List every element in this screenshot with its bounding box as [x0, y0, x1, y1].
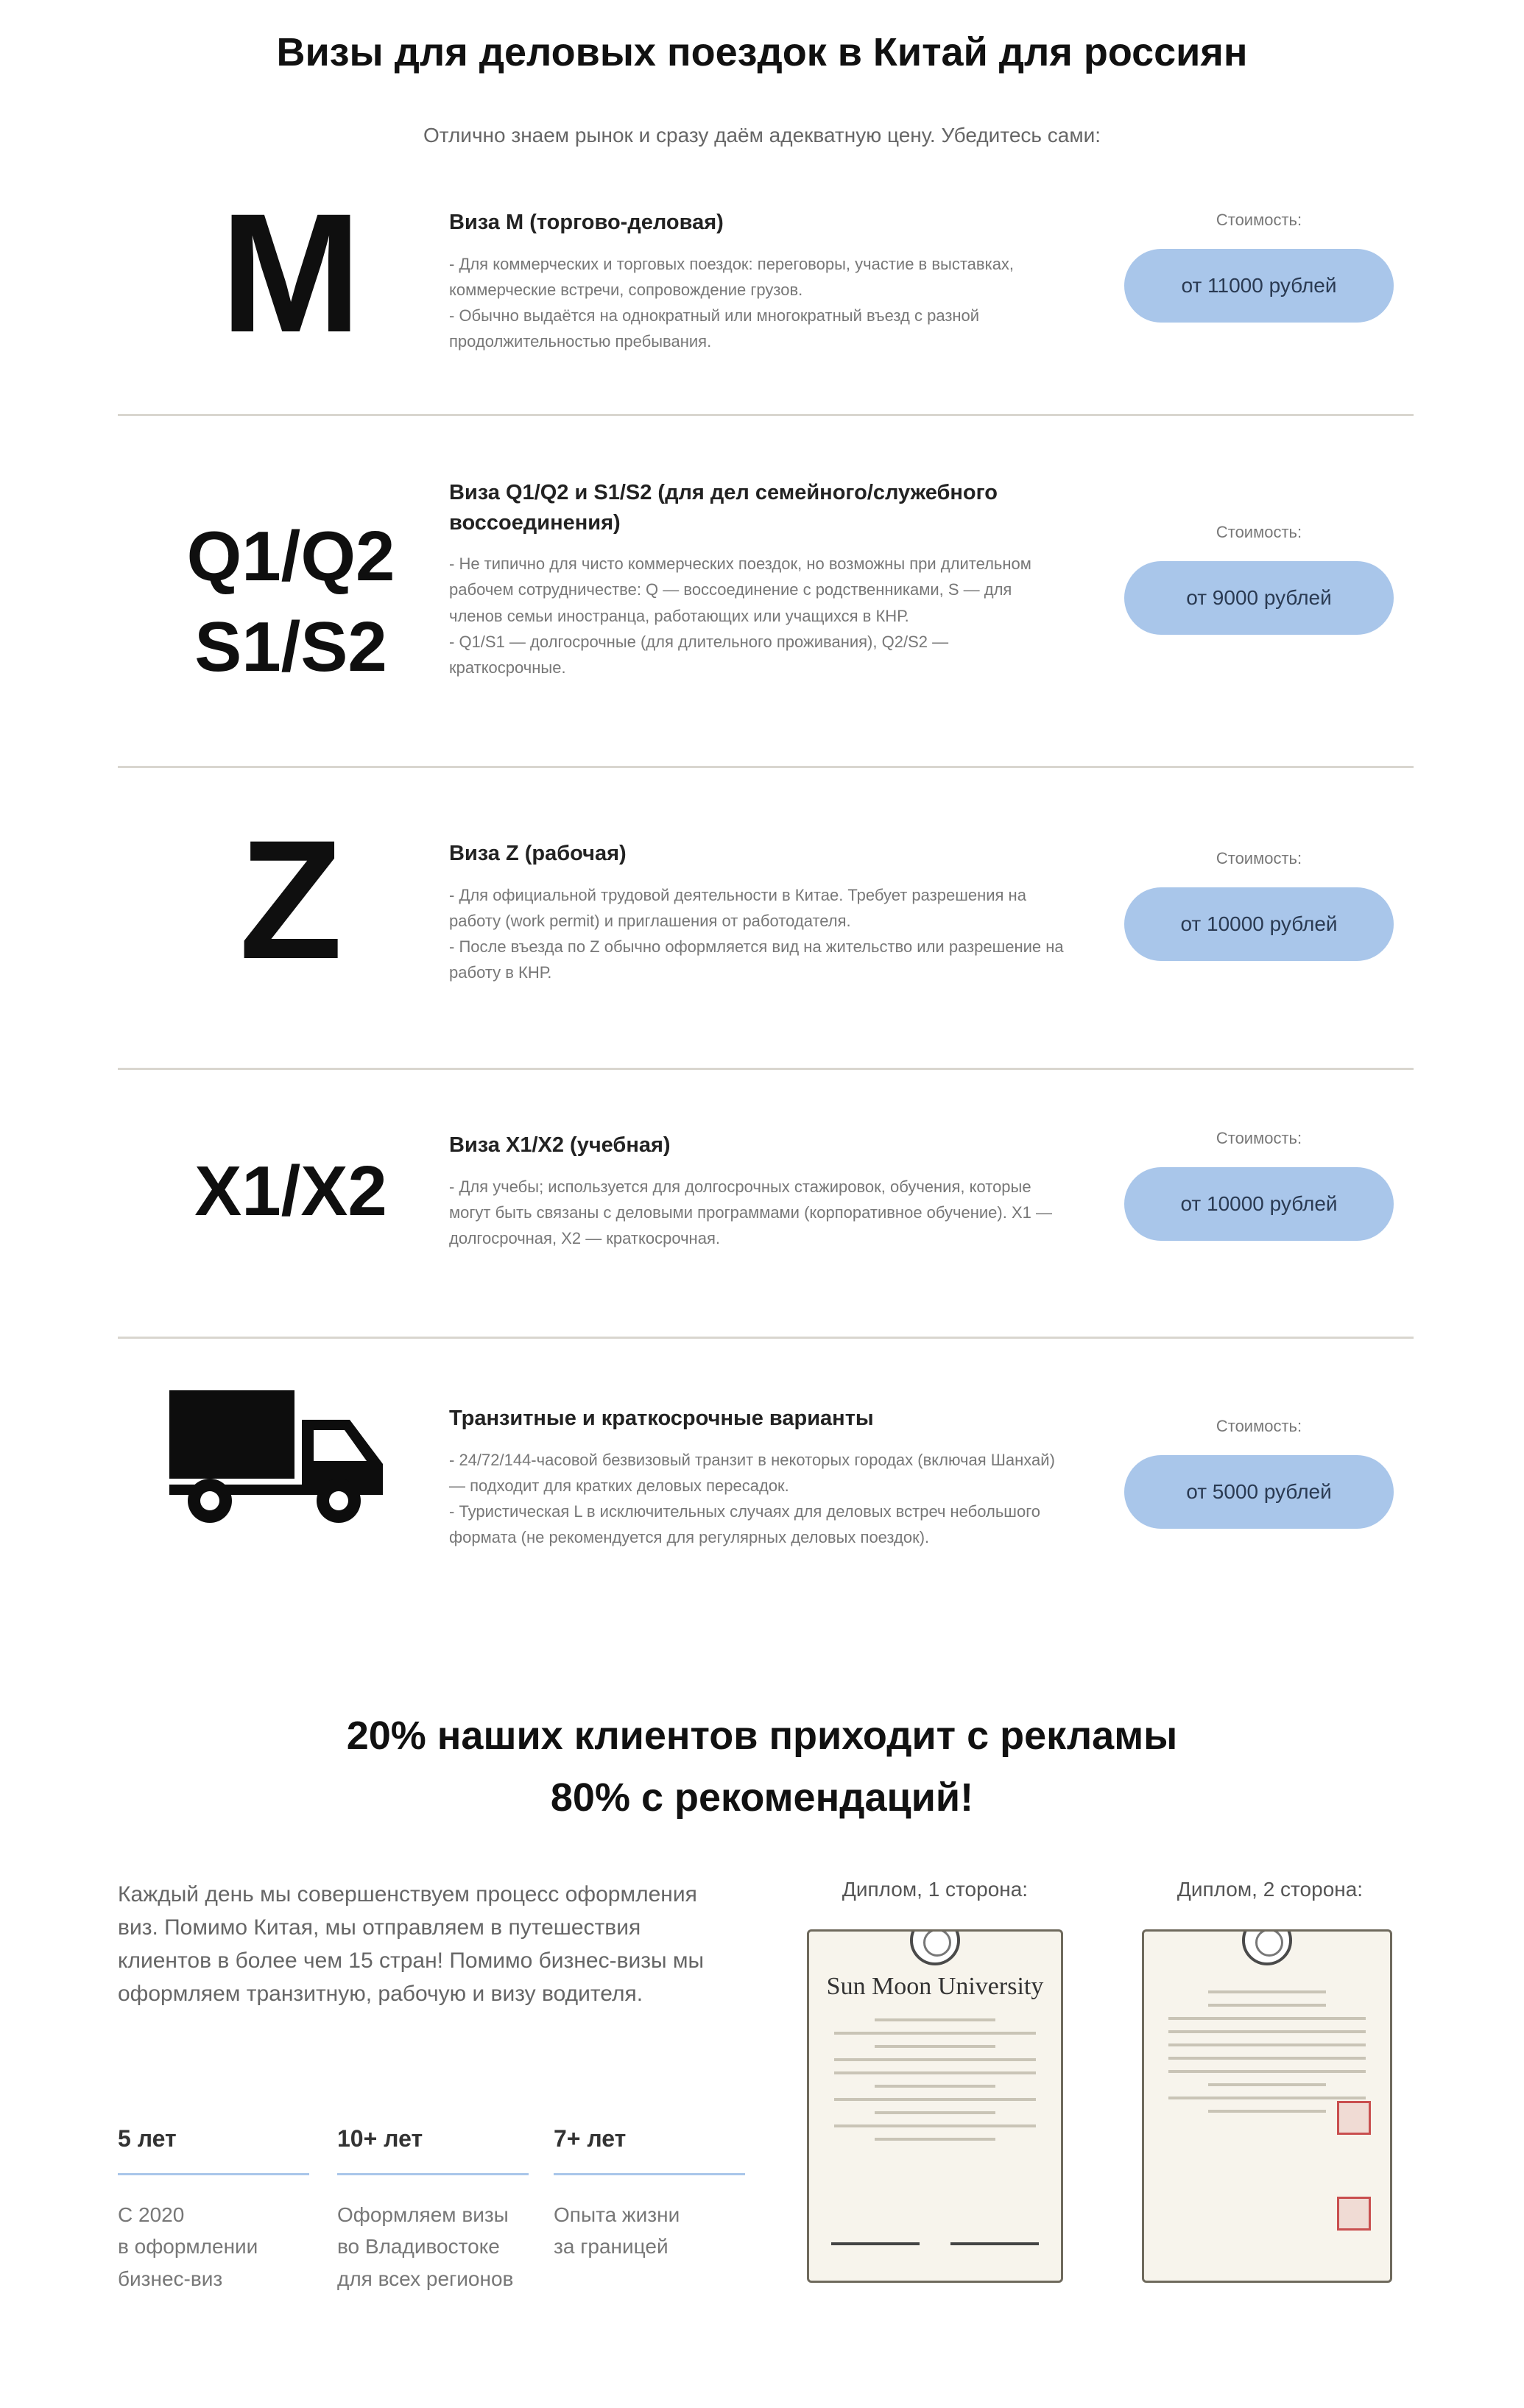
stat-caption: С 2020 в оформлении бизнес-виз — [118, 2203, 258, 2290]
visa-name: Транзитные и краткосрочные варианты — [449, 1407, 874, 1430]
diploma-university: Sun Moon University — [826, 1973, 1044, 2000]
stat-caption: Оформляем визы во Владивостоке для всех регионов — [337, 2203, 514, 2290]
visa-description: - 24/72/144-часовой безвизовый транзит в некоторых городах (включая Шанхай) — подходит для кратких деловых пересадок. - Туристическая L в исключительных случаях для деловых встреч небольшого формата (не рекомендуется для регулярных деловых поездок). — [449, 1450, 1055, 1547]
diploma-image[interactable] — [1142, 1929, 1392, 2283]
visa-name: Виза Z (рабочая) — [449, 842, 627, 865]
price-box — [1119, 1129, 1399, 1241]
visa-body — [449, 839, 1068, 985]
page-subtitle: Отлично знаем рынок и сразу даём адекватную цену. Убедитесь сами: — [423, 124, 1101, 147]
stats-title — [0, 1705, 1524, 1828]
visa-row-q-s — [118, 416, 1414, 768]
price-box — [1119, 211, 1399, 323]
visa-description: - Для учебы; используется для долгосрочных стажировок, обучения, которые могут быть связаны с деловыми программами (корпоративное обучение). X1 — долгосрочная, X2 — краткосрочная. — [449, 1177, 1052, 1247]
price-label: Стоимость: — [1216, 1417, 1302, 1435]
signature-icon — [950, 2242, 1039, 2245]
stat-divider — [554, 2173, 745, 2175]
diploma-text-lines — [834, 2018, 1036, 2141]
signature-icon — [831, 2242, 920, 2245]
diploma-label: Диплом, 1 сторона: — [842, 1878, 1029, 1901]
stat-years — [118, 2125, 317, 2295]
visa-row-m — [118, 162, 1414, 416]
stat-divider — [118, 2173, 309, 2175]
stat-divider — [337, 2173, 529, 2175]
price-button[interactable]: от 10000 рублей — [1124, 887, 1394, 961]
visa-body — [449, 208, 1068, 354]
price-button[interactable]: от 11000 рублей — [1124, 249, 1394, 323]
page-title: Визы для деловых поездок в Китай для россиян — [276, 30, 1248, 74]
visa-name: Виза X1/X2 (учебная) — [449, 1133, 671, 1157]
price-box — [1119, 849, 1399, 961]
price-box — [1119, 523, 1399, 635]
visa-code: Z — [239, 805, 343, 994]
visa-description: - Для коммерческих и торговых поездок: переговоры, участие в выставках, коммерческие встречи, сопровождение грузов. - Обычно выдаётся на однократный или многократный въезд с разной продолжительностью пребывания. — [449, 254, 1015, 351]
stat-caption: Опыта жизни за границей — [554, 2203, 680, 2259]
visa-body — [449, 1130, 1068, 1251]
stats-title-line-2: 80% с рекомендаций! — [550, 1775, 974, 1820]
stats-title-line-1: 20% наших клиентов приходит с рекламы — [346, 1714, 1178, 1758]
university-seal-icon — [910, 1929, 960, 1965]
price-button[interactable]: от 5000 рублей — [1124, 1455, 1394, 1529]
price-label: Стоимость: — [1216, 211, 1302, 229]
stat-vladivostok — [337, 2125, 536, 2295]
diploma-side-2 — [1137, 1878, 1403, 2283]
diploma-image[interactable] — [807, 1929, 1063, 2283]
price-label: Стоимость: — [1216, 523, 1302, 541]
visa-name: Виза Q1/Q2 и S1/S2 (для дел семейного/служебного воссоединения) — [449, 481, 998, 535]
price-label: Стоимость: — [1216, 849, 1302, 867]
visa-body — [449, 1404, 1068, 1550]
about-text: Каждый день мы совершенствуем процесс оформления виз. Помимо Китая, мы отправляем в путешествия клиентов в более чем 15 стран! Помимо бизнес-визы мы оформляем транзитную, рабочую и визу водителя. — [118, 1882, 705, 2006]
stat-abroad — [554, 2125, 752, 2263]
red-stamp-icon — [1337, 2197, 1371, 2231]
price-label: Стоимость: — [1216, 1129, 1302, 1147]
truck-icon — [169, 1383, 390, 1530]
price-button[interactable]: от 10000 рублей — [1124, 1167, 1394, 1241]
visa-row-z — [118, 768, 1414, 1070]
visa-description: - Не типично для чисто коммерческих поездок, но возможны при длительном рабочем сотрудничестве: Q — воссоединение с родственниками, S — для членов семьи иностранца, работающих или учащихся в КНР. - Q1/S1 — долгосрочные (для длительного проживания), Q2/S2 — краткосрочные. — [449, 555, 1031, 677]
university-seal-icon — [1242, 1929, 1292, 1965]
visa-name: Виза M (торгово-деловая) — [449, 211, 724, 234]
visa-row-x — [118, 1070, 1414, 1339]
visa-description: - Для официальной трудовой деятельности в Китае. Требует разрешения на работу (work permit) и приглашения от работодателя. - После въезда по Z обычно оформляется вид на жительство или разрешение на работу в КНР. — [449, 885, 1064, 982]
price-button[interactable]: от 9000 рублей — [1124, 561, 1394, 635]
price-box — [1119, 1417, 1399, 1529]
visa-row-transit — [118, 1339, 1414, 1619]
visa-code: Q1/Q2 S1/S2 — [186, 517, 395, 686]
diploma-label: Диплом, 2 сторона: — [1176, 1878, 1364, 1901]
stat-value: 10+ лет — [337, 2125, 423, 2152]
diploma-side-1 — [802, 1878, 1068, 2283]
red-stamp-icon — [1337, 2101, 1371, 2135]
visa-code: X1/X2 — [194, 1152, 387, 1231]
stat-value: 5 лет — [118, 2125, 177, 2152]
visa-code: M — [220, 178, 361, 367]
diploma-text-lines — [1168, 1990, 1365, 2113]
visa-body — [449, 478, 1068, 680]
stat-value: 7+ лет — [554, 2125, 627, 2152]
